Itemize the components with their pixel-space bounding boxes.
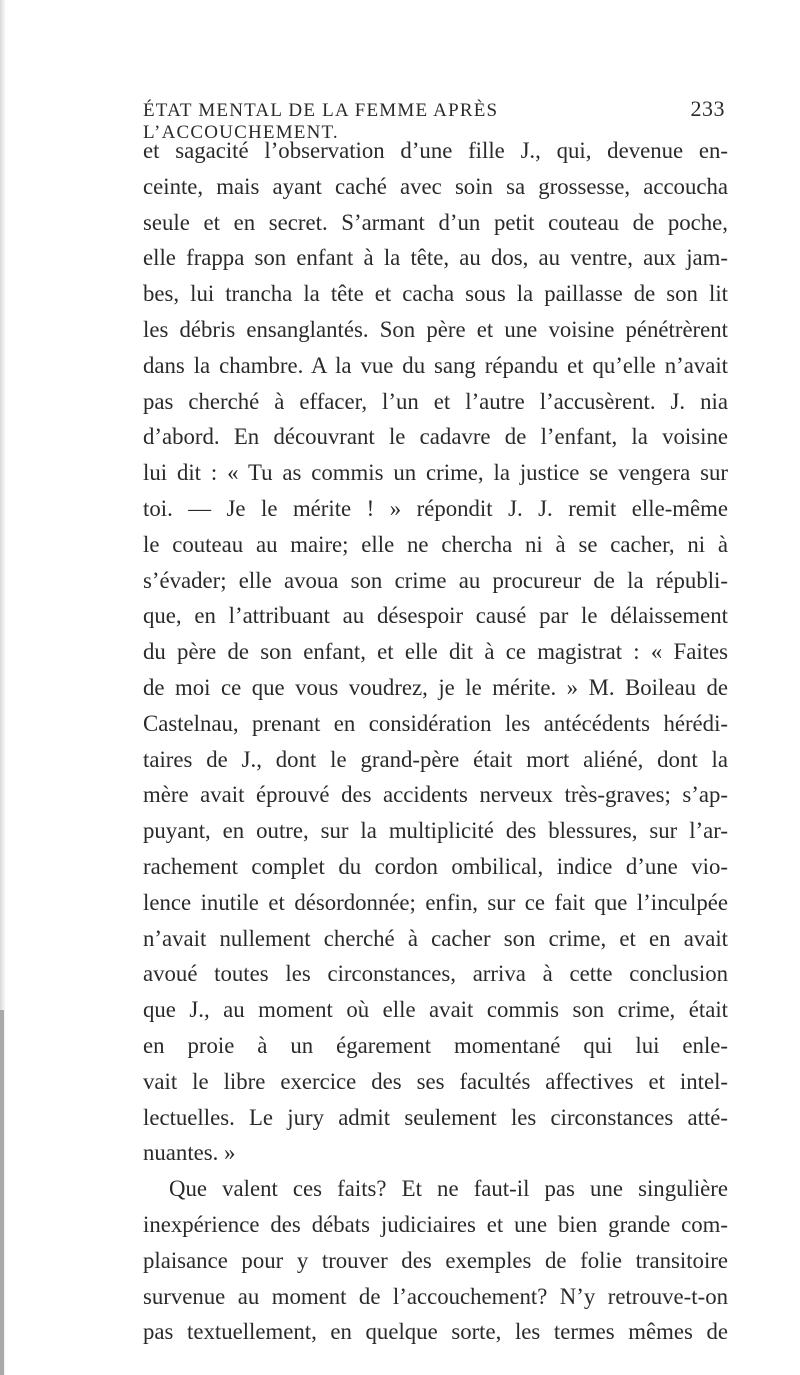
text-line: survenue au moment de l’accouchement? N’y retrouve-t-on [143, 1283, 728, 1309]
text-line: rachement complet du cordon ombilical, indice d’une vio- [143, 853, 728, 879]
text-line: pas textuellement, en quelque sorte, les termes mêmes de [143, 1319, 728, 1345]
text-line: de moi ce que vous voudrez, je le mérite. » M. Boileau de [143, 674, 728, 700]
text-line: dans la chambre. A la vue du sang répandu et qu’elle n’avait [143, 352, 728, 378]
text-line: Castelnau, prenant en considération les antécédents hérédi- [143, 710, 728, 736]
text-line: les débris ensanglantés. Son père et une voisine pénétrèrent [143, 316, 728, 342]
text-line: taires de J., dont le grand-père était mort aliéné, dont la [143, 746, 728, 772]
text-line: d’abord. En découvrant le cadavre de l’enfant, la voisine [143, 424, 728, 450]
running-title: ÉTAT MENTAL DE LA FEMME APRÈS L’ACCOUCHEMENT. [143, 100, 499, 143]
text-line: que, en l’attribuant au désespoir causé par le délaissement [143, 603, 728, 629]
text-line: en proie à un égarement momentané qui lui enle- [143, 1032, 728, 1058]
page-number: 233 [690, 96, 725, 121]
text-line: s’évader; elle avoua son crime au procureur de la républi- [143, 567, 728, 593]
text-line: n’avait nullement cherché à cacher son crime, et en avait [143, 925, 728, 951]
page-binding-shadow [0, 1010, 4, 1375]
text-line: mère avait éprouvé des accidents nerveux très-graves; s’ap- [143, 782, 728, 808]
text-line: plaisance pour y trouver des exemples de folie transitoire [143, 1247, 728, 1273]
text-line: du père de son enfant, et elle dit à ce magistrat : « Faites [143, 639, 728, 665]
text-line: lence inutile et désordonnée; enfin, sur ce fait que l’inculpée [143, 889, 728, 915]
text-line: seule et en secret. S’armant d’un petit couteau de poche, [143, 209, 728, 235]
text-line: Que valent ces faits? Et ne faut-il pas une singulière [169, 1176, 728, 1202]
text-line: et sagacité l’observation d’une fille J., qui, devenue en- [143, 138, 728, 163]
text-line: pas cherché à effacer, l’un et l’autre l’accusèrent. J. nia [143, 388, 728, 414]
text-line: lui dit : « Tu as commis un crime, la justice se vengera sur [143, 460, 728, 486]
text-line: nuantes. » [143, 1140, 236, 1166]
text-line: avoué toutes les circonstances, arriva à cette conclusion [143, 961, 728, 987]
text-line: elle frappa son enfant à la tête, au dos, au ventre, aux jam- [143, 245, 728, 271]
body-text [143, 133, 728, 1350]
text-line: puyant, en outre, sur la multiplicité des blessures, sur l’ar- [143, 818, 728, 844]
text-line: le couteau au maire; elle ne chercha ni à se cacher, ni à [143, 531, 728, 557]
text-line: ceinte, mais ayant caché avec soin sa grossesse, accoucha [143, 173, 728, 199]
text-line: vait le libre exercice des ses facultés affectives et intel- [143, 1068, 728, 1094]
text-line: lectuelles. Le jury admit seulement les circonstances atté- [143, 1104, 728, 1130]
text-line: toi. — Je le mérite ! » répondit J. J. remit elle-même [143, 495, 728, 521]
text-line: que J., au moment où elle avait commis son crime, était [143, 997, 728, 1023]
text-line: inexpérience des débats judiciaires et une bien grande com- [143, 1211, 728, 1237]
text-line: bes, lui trancha la tête et cacha sous la paillasse de son lit [143, 281, 728, 307]
page-header [143, 96, 725, 143]
